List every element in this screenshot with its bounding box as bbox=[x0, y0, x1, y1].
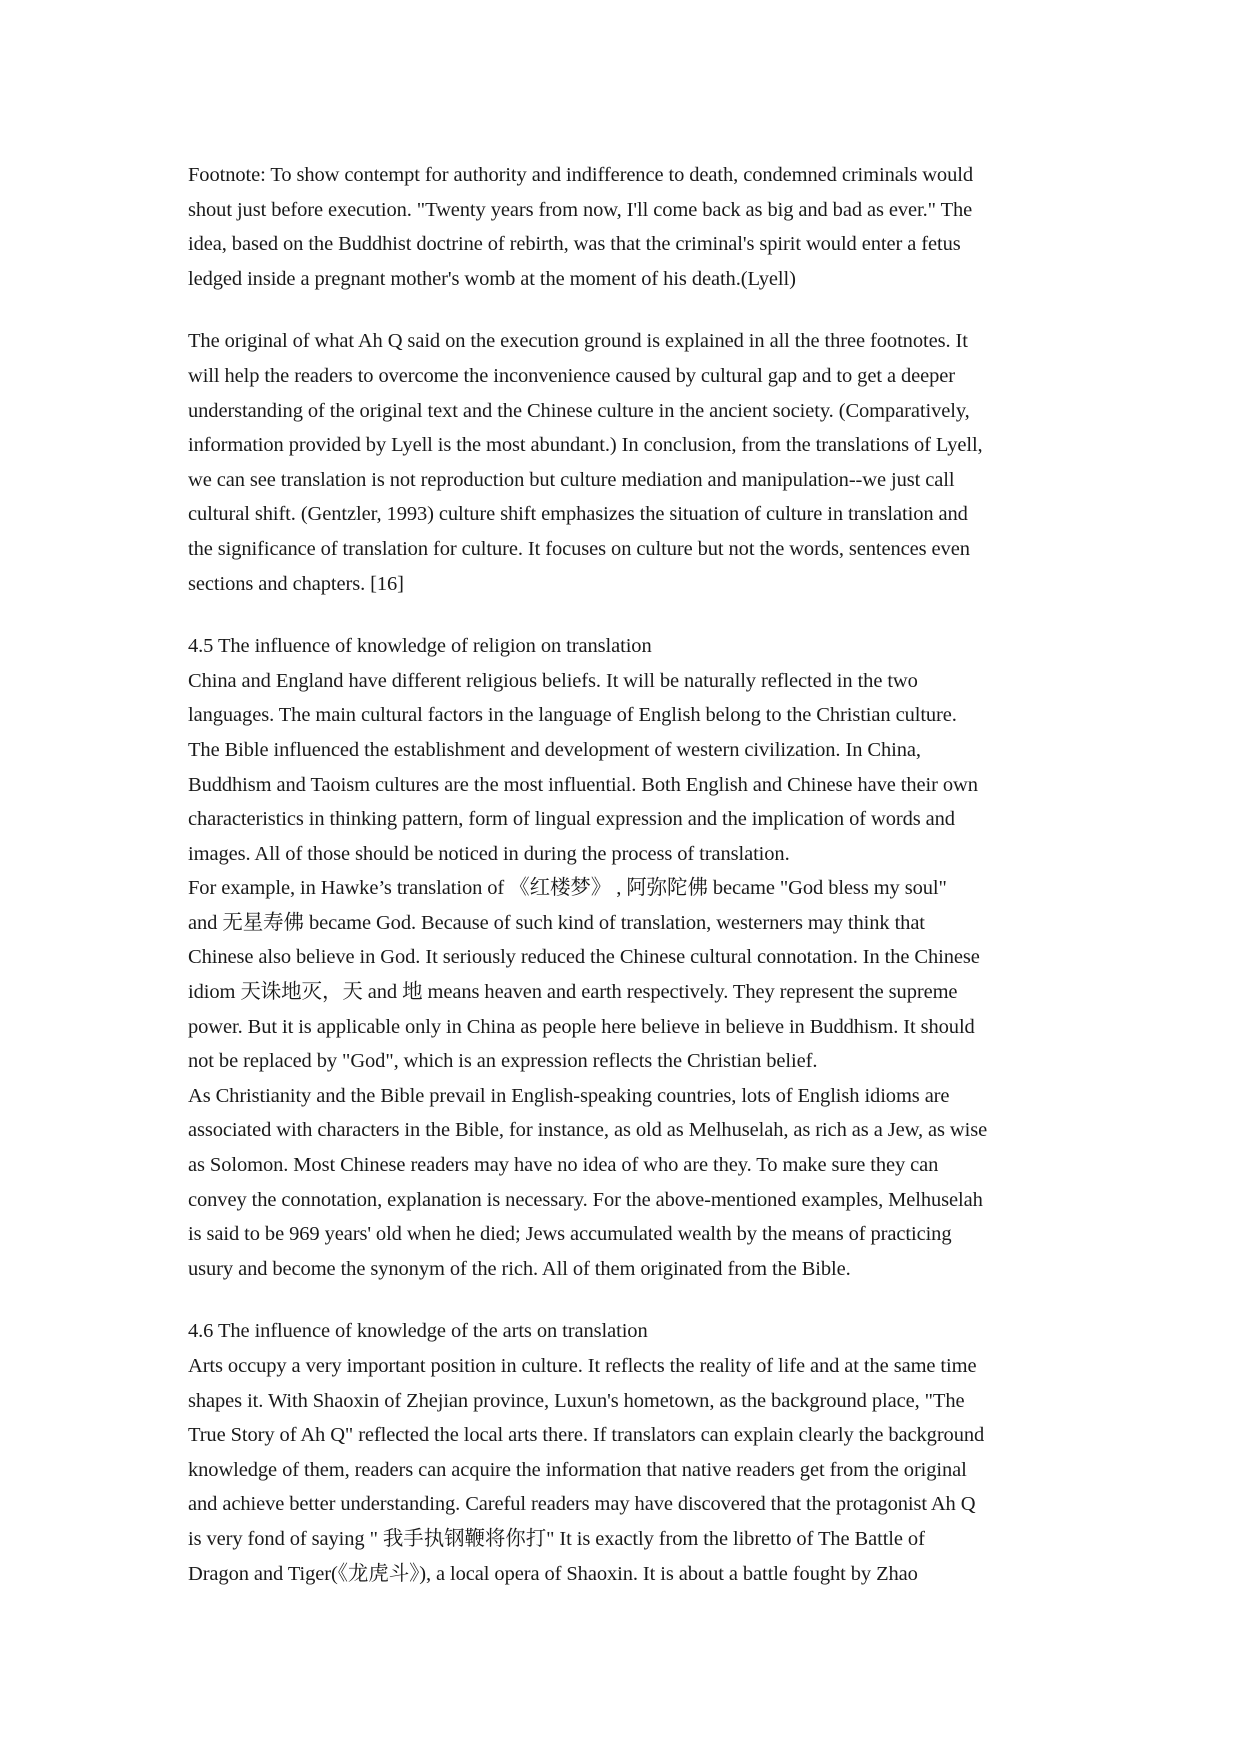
text-line: is said to be 969 years' old when he died; Jews accumulated wealth by the means of practicing bbox=[188, 1223, 952, 1246]
text-line: associated with characters in the Bible, for instance, as old as Melhuselah, as rich as a Jew, as wise bbox=[188, 1119, 988, 1142]
text-line: sections and chapters. [16] bbox=[188, 572, 404, 595]
footnote-paragraph bbox=[188, 158, 1068, 296]
body-paragraph bbox=[188, 324, 1068, 601]
text-line: the significance of translation for culture. It focuses on culture but not the words, sentences even bbox=[188, 537, 970, 560]
section-heading: 4.6 The influence of knowledge of the arts on translation bbox=[188, 1320, 648, 1343]
text-line: is very fond of saying " 我手执钢鞭将你打" It is exactly from the libretto of The Battle of bbox=[188, 1527, 925, 1550]
text-line: True Story of Ah Q" reflected the local arts there. If translators can explain clearly the background bbox=[188, 1424, 985, 1447]
text-line: understanding of the original text and the Chinese culture in the ancient society. (Comparatively, bbox=[188, 399, 970, 422]
text-line: ledged inside a pregnant mother's womb at the moment of his death.(Lyell) bbox=[188, 267, 796, 290]
text-line: usury and become the synonym of the rich. All of them originated from the Bible. bbox=[188, 1257, 851, 1280]
text-line: cultural shift. (Gentzler, 1993) culture shift emphasizes the situation of culture in translation and bbox=[188, 503, 968, 526]
text-line: idiom 天诛地灭，天 and 地 means heaven and earth respectively. They represent the supreme bbox=[188, 981, 958, 1004]
text-line: idea, based on the Buddhist doctrine of rebirth, was that the criminal's spirit would enter a fetus bbox=[188, 233, 961, 256]
text-line: The Bible influenced the establishment and development of western civilization. In China, bbox=[188, 738, 921, 761]
text-line: languages. The main cultural factors in the language of English belong to the Christian culture. bbox=[188, 704, 957, 727]
document-page bbox=[188, 158, 1068, 1591]
text-line: Buddhism and Taoism cultures are the most influential. Both English and Chinese have their own bbox=[188, 773, 978, 796]
text-line: knowledge of them, readers can acquire the information that native readers get from the original bbox=[188, 1458, 967, 1481]
text-line: power. But it is applicable only in China as people here believe in believe in Buddhism. It should bbox=[188, 1015, 975, 1038]
text-line: and 无星寿佛 became God. Because of such kind of translation, westerners may think that bbox=[188, 911, 925, 934]
text-line: As Christianity and the Bible prevail in English-speaking countries, lots of English idioms are bbox=[188, 1084, 950, 1107]
section-heading: 4.5 The influence of knowledge of religion on translation bbox=[188, 635, 652, 658]
paragraph-spacer bbox=[188, 1286, 1068, 1314]
text-line: Arts occupy a very important position in culture. It reflects the reality of life and at the same time bbox=[188, 1355, 977, 1377]
text-line: not be replaced by "God", which is an expression reflects the Christian belief. bbox=[188, 1050, 818, 1073]
text-line: characteristics in thinking pattern, form of lingual expression and the implication of words and bbox=[188, 808, 955, 831]
text-line: Footnote: To show contempt for authority and indifference to death, condemned criminals would bbox=[188, 164, 973, 186]
text-line: shapes it. With Shaoxin of Zhejian province, Luxun's hometown, as the background place, "The bbox=[188, 1389, 965, 1412]
paragraph-spacer bbox=[188, 601, 1068, 629]
text-line: The original of what Ah Q said on the execution ground is explained in all the three footnotes. It bbox=[188, 330, 968, 353]
section-arts bbox=[188, 1314, 1068, 1591]
section-religion bbox=[188, 629, 1068, 1286]
text-line: we can see translation is not reproduction but culture mediation and manipulation--we just call bbox=[188, 468, 955, 491]
text-line: China and England have different religious beliefs. It will be naturally reflected in the two bbox=[188, 669, 918, 692]
text-line: images. All of those should be noticed in during the process of translation. bbox=[188, 842, 790, 865]
text-line: as Solomon. Most Chinese readers may have no idea of who are they. To make sure they can bbox=[188, 1154, 939, 1177]
text-line: will help the readers to overcome the inconvenience caused by cultural gap and to get a deeper bbox=[188, 364, 955, 387]
text-line: Dragon and Tiger(《龙虎斗》), a local opera of Shaoxin. It is about a battle fought by Zhao bbox=[188, 1562, 918, 1585]
paragraph-spacer bbox=[188, 296, 1068, 324]
text-line: and achieve better understanding. Careful readers may have discovered that the protagonist Ah Q bbox=[188, 1493, 976, 1516]
text-line: shout just before execution. "Twenty years from now, I'll come back as big and bad as ever." The bbox=[188, 198, 973, 221]
text-line: Chinese also believe in God. It seriously reduced the Chinese cultural connotation. In the Chinese bbox=[188, 946, 980, 969]
text-line: For example, in Hawke’s translation of 《红楼梦》 , 阿弥陀佛 became "God bless my soul" bbox=[188, 877, 947, 900]
text-line: convey the connotation, explanation is necessary. For the above-mentioned examples, Melhuselah bbox=[188, 1188, 983, 1211]
text-line: information provided by Lyell is the most abundant.) In conclusion, from the translations of Lyell, bbox=[188, 434, 983, 457]
